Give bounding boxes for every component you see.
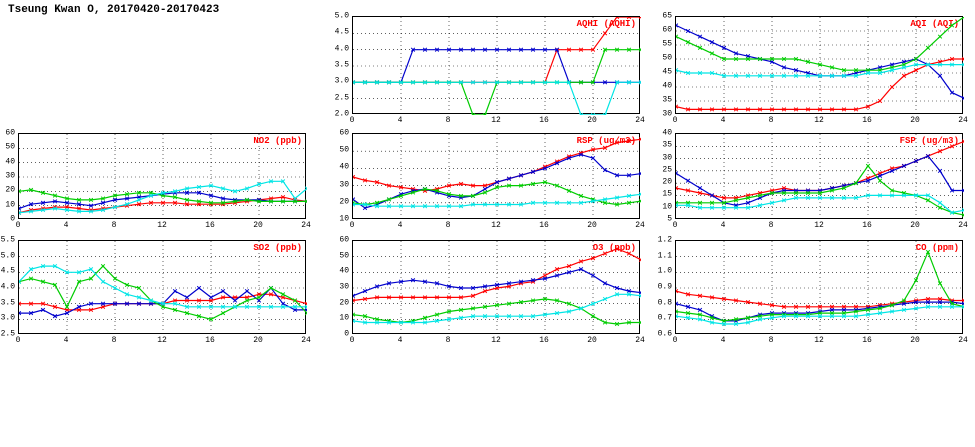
x-tick-label: 8: [768, 116, 774, 125]
y-tick-label: 20: [5, 185, 15, 195]
chart-panel-aqhi: [334, 11, 645, 130]
chart-canvas: [353, 134, 641, 220]
x-tick-label: 16: [539, 336, 549, 345]
x-tick-label: 0: [349, 116, 355, 125]
chart-title: NO2 (ppb): [253, 136, 302, 146]
x-tick-label: 8: [111, 336, 117, 345]
y-tick-label: 60: [339, 235, 349, 245]
series-marker: [483, 187, 487, 191]
y-tick-label: 5.0: [0, 251, 15, 261]
series-marker: [878, 179, 882, 183]
y-tick-label: 50: [339, 145, 349, 155]
x-tick-label: 12: [491, 116, 501, 125]
y-tick-label: 40: [662, 81, 672, 91]
y-tick-label: 10: [339, 313, 349, 323]
plot-area: [18, 133, 306, 219]
x-tick-label: 20: [910, 116, 920, 125]
x-tick-label: 16: [862, 221, 872, 230]
chart-canvas: [353, 17, 641, 115]
y-tick-label: 30: [662, 109, 672, 119]
chart-panel-so2: [0, 235, 311, 350]
plot-area: [675, 133, 963, 219]
x-tick-label: 0: [672, 221, 678, 230]
x-tick-label: 12: [814, 221, 824, 230]
x-tick-label: 0: [672, 336, 678, 345]
chart-panel-no2: [5, 128, 311, 235]
plot-area: [675, 16, 963, 114]
series-line-green: [353, 299, 641, 324]
x-tick-label: 4: [720, 336, 726, 345]
series-marker: [245, 289, 249, 293]
series-marker: [603, 32, 607, 36]
y-tick-label: 60: [662, 25, 672, 35]
x-tick-label: 20: [587, 336, 597, 345]
series-marker: [233, 299, 237, 303]
series-marker: [962, 17, 964, 19]
x-tick-label: 8: [445, 336, 451, 345]
chart-title: AQHI (AQHI): [576, 19, 636, 29]
x-tick-label: 0: [15, 336, 21, 345]
y-tick-label: 20: [662, 177, 672, 187]
y-tick-label: 40: [339, 266, 349, 276]
y-tick-label: 4.0: [0, 282, 15, 292]
y-tick-label: 2.5: [334, 93, 349, 103]
chart-panel-aqi: [662, 11, 968, 130]
series-marker: [101, 264, 105, 268]
y-tick-label: 0.8: [657, 298, 672, 308]
y-tick-label: 1.1: [657, 251, 672, 261]
x-tick-label: 24: [958, 336, 968, 345]
chart-canvas: [19, 241, 307, 335]
chart-canvas: [676, 241, 964, 335]
x-tick-label: 24: [301, 221, 311, 230]
x-tick-label: 12: [814, 336, 824, 345]
y-tick-label: 60: [5, 128, 15, 138]
x-tick-label: 24: [301, 336, 311, 345]
x-tick-label: 24: [635, 221, 645, 230]
x-tick-label: 8: [445, 221, 451, 230]
y-tick-label: 3.0: [334, 76, 349, 86]
chart-title: AQI (AQI): [910, 19, 959, 29]
x-tick-label: 4: [397, 336, 403, 345]
y-tick-label: 2.0: [334, 109, 349, 119]
y-tick-label: 0.7: [657, 313, 672, 323]
y-tick-label: 20: [339, 298, 349, 308]
chart-panel-co: [657, 235, 968, 350]
y-tick-label: 3.5: [0, 298, 15, 308]
y-tick-label: 35: [662, 95, 672, 105]
series-marker: [938, 201, 942, 205]
plot-area: [352, 16, 640, 114]
x-tick-label: 12: [814, 116, 824, 125]
x-tick-label: 4: [397, 221, 403, 230]
x-tick-label: 4: [63, 336, 69, 345]
chart-title: RSP (ug/m3): [576, 136, 636, 146]
y-tick-label: 0: [10, 214, 15, 224]
x-tick-label: 20: [910, 221, 920, 230]
x-tick-label: 12: [491, 221, 501, 230]
y-tick-label: 55: [662, 39, 672, 49]
x-tick-label: 20: [587, 116, 597, 125]
chart-panel-o3: [339, 235, 645, 350]
series-line-green: [676, 17, 964, 70]
series-marker: [950, 24, 954, 28]
series-marker: [938, 74, 942, 78]
y-tick-label: 5: [667, 214, 672, 224]
x-tick-label: 20: [253, 221, 263, 230]
y-tick-label: 50: [662, 53, 672, 63]
series-line-blue: [19, 288, 307, 316]
x-tick-label: 12: [491, 336, 501, 345]
series-marker: [197, 286, 201, 290]
y-tick-label: 15: [662, 189, 672, 199]
x-tick-label: 16: [539, 116, 549, 125]
x-tick-label: 0: [672, 116, 678, 125]
x-tick-label: 12: [157, 221, 167, 230]
y-tick-label: 30: [339, 282, 349, 292]
series-marker: [866, 164, 870, 168]
chart-panel-fsp: [662, 128, 968, 235]
series-marker: [938, 169, 942, 173]
y-tick-label: 50: [339, 251, 349, 261]
y-tick-label: 65: [662, 11, 672, 21]
x-tick-label: 16: [205, 221, 215, 230]
plot-area: [352, 240, 640, 334]
series-marker: [686, 179, 690, 183]
y-tick-label: 4.5: [334, 27, 349, 37]
series-marker: [698, 186, 702, 190]
x-tick-label: 24: [635, 336, 645, 345]
y-tick-label: 1.2: [657, 235, 672, 245]
x-tick-label: 16: [205, 336, 215, 345]
x-tick-label: 8: [445, 116, 451, 125]
chart-title: O3 (ppb): [592, 243, 636, 253]
chart-canvas: [676, 134, 964, 220]
x-tick-label: 8: [768, 221, 774, 230]
plot-area: [352, 133, 640, 219]
x-tick-label: 16: [862, 116, 872, 125]
y-tick-label: 10: [662, 202, 672, 212]
x-tick-label: 4: [720, 221, 726, 230]
x-tick-label: 24: [635, 116, 645, 125]
x-tick-label: 20: [253, 336, 263, 345]
x-tick-label: 8: [768, 336, 774, 345]
x-tick-label: 12: [157, 336, 167, 345]
chart-title: FSP (ug/m3): [899, 136, 959, 146]
x-tick-label: 0: [15, 221, 21, 230]
series-line-green: [676, 252, 964, 321]
y-tick-label: 50: [5, 142, 15, 152]
series-marker: [938, 35, 942, 39]
series-line-green: [19, 190, 307, 203]
series-line-cyan: [676, 65, 964, 76]
y-tick-label: 1.0: [657, 266, 672, 276]
y-tick-label: 5.5: [0, 235, 15, 245]
y-tick-label: 10: [5, 200, 15, 210]
y-tick-label: 0.9: [657, 282, 672, 292]
y-tick-label: 10: [339, 214, 349, 224]
y-tick-label: 30: [5, 171, 15, 181]
chart-canvas: [19, 134, 307, 220]
series-marker: [926, 46, 930, 50]
y-tick-label: 30: [339, 180, 349, 190]
y-tick-label: 25: [662, 165, 672, 175]
x-tick-label: 4: [63, 221, 69, 230]
x-tick-label: 24: [958, 221, 968, 230]
y-tick-label: 60: [339, 128, 349, 138]
series-line-red: [676, 141, 964, 198]
y-tick-label: 4.5: [0, 266, 15, 276]
y-tick-label: 30: [662, 153, 672, 163]
y-tick-label: 40: [339, 162, 349, 172]
x-tick-label: 0: [349, 221, 355, 230]
chart-title: CO (ppm): [915, 243, 959, 253]
y-tick-label: 4.0: [334, 44, 349, 54]
y-tick-label: 3.5: [334, 60, 349, 70]
series-line-green: [19, 266, 307, 319]
x-tick-label: 20: [910, 336, 920, 345]
plot-area: [18, 240, 306, 334]
y-tick-label: 2.5: [0, 329, 15, 339]
x-tick-label: 0: [349, 336, 355, 345]
chart-canvas: [353, 241, 641, 335]
page-title: Tseung Kwan O, 20170420-20170423: [8, 4, 220, 16]
series-marker: [890, 85, 894, 89]
y-tick-label: 20: [339, 197, 349, 207]
x-tick-label: 4: [720, 116, 726, 125]
chart-canvas: [676, 17, 964, 115]
x-tick-label: 16: [539, 221, 549, 230]
x-tick-label: 20: [587, 221, 597, 230]
chart-title: SO2 (ppb): [253, 243, 302, 253]
x-tick-label: 8: [111, 221, 117, 230]
y-tick-label: 5.0: [334, 11, 349, 21]
plot-area: [675, 240, 963, 334]
x-tick-label: 4: [397, 116, 403, 125]
x-tick-label: 16: [862, 336, 872, 345]
y-tick-label: 3.0: [0, 313, 15, 323]
y-tick-label: 40: [662, 128, 672, 138]
series-line-red: [19, 294, 307, 310]
chart-panel-rsp: [339, 128, 645, 235]
x-tick-label: 24: [958, 116, 968, 125]
y-tick-label: 45: [662, 67, 672, 77]
y-tick-label: 40: [5, 157, 15, 167]
y-tick-label: 0: [344, 329, 349, 339]
series-marker: [305, 311, 307, 315]
y-tick-label: 35: [662, 140, 672, 150]
y-tick-label: 0.6: [657, 329, 672, 339]
